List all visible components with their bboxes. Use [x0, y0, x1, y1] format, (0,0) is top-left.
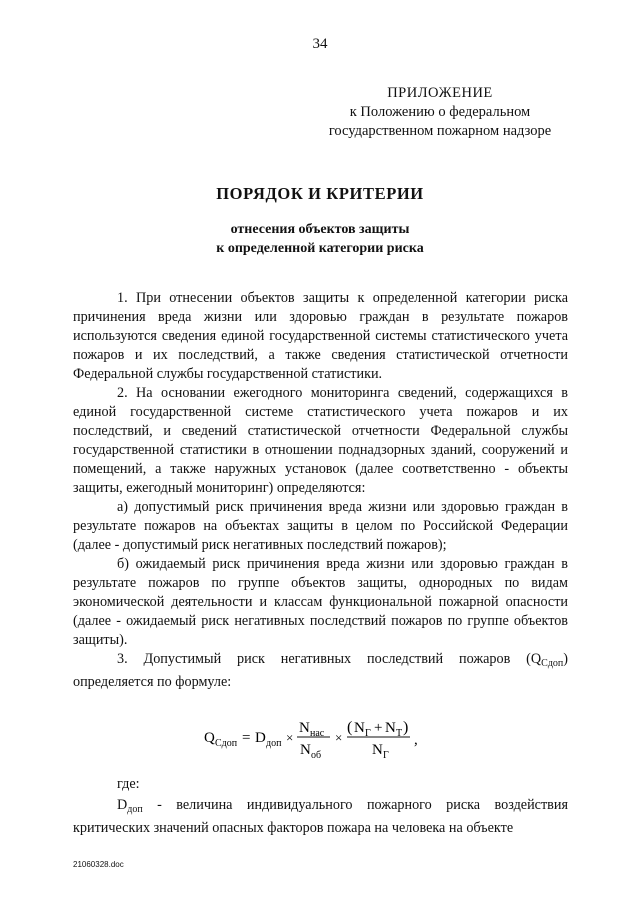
appendix-line-1: к Положению о федеральном — [349, 104, 531, 120]
appendix-block — [290, 84, 590, 141]
formula — [204, 716, 454, 766]
formula-d-sub: доп — [266, 738, 282, 749]
formula-equals: = — [242, 730, 251, 746]
definition-text: - величина индивидуального пожарного риска воздействия критических значений опасных факторов пожара на человека на объекте — [73, 797, 568, 836]
formula-lhs-sub: Сдоп — [215, 738, 238, 749]
definition-symbol-sub: доп — [127, 804, 143, 815]
paragraph-3-end: ) определяется по формуле: — [73, 651, 568, 690]
paragraph-3 — [73, 650, 568, 692]
formula-den-sub: Г — [383, 750, 389, 761]
formula-paren-close: ) — [403, 719, 409, 736]
formula-n-ob-sub: об — [311, 750, 322, 761]
formula-ng-sub: Г — [365, 728, 371, 739]
paragraph-3-text: 3. Допустимый риск негативных последствий пожаров (Q — [117, 651, 542, 667]
document-heading — [0, 184, 640, 258]
formula-n-nas-sub: нас — [310, 728, 325, 739]
appendix-title: ПРИЛОЖЕНИЕ — [387, 85, 493, 101]
heading-main: ПОРЯДОК И КРИТЕРИИ — [216, 184, 424, 203]
heading-sub-line-2: к определенной категории риска — [216, 241, 424, 256]
definition — [73, 796, 568, 838]
formula-times-1: × — [286, 730, 294, 745]
formula-d: D — [255, 730, 266, 746]
appendix-line-2: государственном пожарном надзоре — [328, 123, 552, 139]
definition-paragraph — [73, 796, 568, 838]
paragraph-3-sub: Сдоп — [541, 658, 564, 669]
heading-sub-line-1: отнесения объектов защиты — [230, 222, 410, 237]
formula-lhs: Q — [204, 730, 215, 746]
formula-ng: N — [354, 720, 365, 736]
heading-sub — [0, 220, 640, 258]
paragraph-2b: б) ожидаемый риск причинения вреда жизни или здоровью граждан в результате пожаров по группе объектов защиты, однородных по видам экономической деятельности и классам функциональной пожарной опасности (далее - ожидаемый риск негативных последствий пожаров по группе объектов защиты). — [73, 556, 568, 648]
body-text — [73, 289, 568, 692]
paragraph-1: 1. При отнесении объектов защиты к определенной категории риска причинения вреда жизни или здоровью граждан в результате пожаров используются сведения единой государственной системы статистического учета пожаров и их последствий, а также сведения статистической отчетности Федеральной службы государственной статистики. — [73, 290, 568, 382]
formula-n-nas: N — [299, 720, 310, 736]
formula-comma: , — [414, 732, 418, 748]
formula-n-ob: N — [300, 742, 311, 758]
formula-svg — [204, 716, 454, 766]
paragraph-2a: а) допустимый риск причинения вреда жизни или здоровью граждан в результате пожаров на объектах защиты в целом по Российской Федерации (далее - допустимый риск негативных последствий пожаров); — [73, 499, 568, 553]
formula-paren-open: ( — [347, 719, 353, 736]
formula-nt-sub: Т — [396, 728, 403, 739]
formula-times-2: × — [335, 730, 343, 745]
definition-symbol: D — [117, 797, 128, 813]
paragraph-2: 2. На основании ежегодного мониторинга сведений, содержащихся в единой государственной системе статистического учета пожаров и их последствий, и сведений статистической отчетности Федеральной службы государственной статистики в отношении поднадзорных зданий, сооружений и помещений, а также наружных установок (далее соответственно - объекты защиты, ежегодный мониторинг) определяются: — [73, 385, 568, 496]
page-number: 34 — [312, 36, 328, 52]
footer-filename: 21060328.doc — [73, 860, 124, 869]
formula-den-n: N — [372, 742, 383, 758]
formula-plus: + — [374, 720, 383, 736]
where-label: где: — [117, 776, 140, 792]
formula-nt: N — [385, 720, 396, 736]
